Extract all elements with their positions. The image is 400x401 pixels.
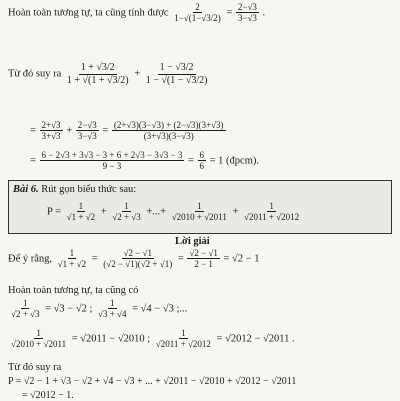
solution-title: Lời giải [175,236,210,247]
line1-lead: Hoàn toàn tương tự, ta cũng tính được [8,7,169,19]
exercise-term-3: $\frac{1}{√2010 + √2011}$ [171,201,227,223]
text-line-11: = √2012 − 1. [22,390,74,401]
line5-fraction-2: $\frac{√2 - √1}{(√2 - √1)(√2 + √1)}$ [103,248,173,270]
line5-fraction-1: $\frac{1}{√1 + √2}$ [57,248,87,270]
line8-fraction-1: $\frac{1}{√2010 + √2011}$ [11,328,67,350]
line7-fraction-2: $\frac{1}{√3 + √4}$ [98,298,127,320]
text-line-5: Để ý rằng, $\frac{1}{√1 + √2}$ = $\frac{√2 - √1}{(√2 - √1)(√2 + √1)}$ = $\frac{√2 - √1}{2 - 1}$ = √2 − 1 [8,248,260,270]
text-line-9: Từ đó suy ra [8,362,62,373]
exercise-term-2: $\frac{1}{√2 + √3}$ [112,201,141,223]
text-line-1: Hoàn toàn tương tự, ta cũng tính được $\frac{2}{1-√(1-√3/2)}$ = $\frac{2-√3}{3-√3}$ . [8,2,266,24]
line1-fraction-2: $\frac{2-√3}{3-√3}$ [237,2,257,24]
text-line-7: $\frac{1}{√2 + √3}$ = √3 − √2 ; $\frac{1}{√3 + √4}$ = √4 − √3 ;... [11,298,188,320]
line3-fraction-2: $\frac{2-√3}{3-√3}$ [77,120,97,142]
text-line-6: Hoàn toàn tương tự, ta cũng có [8,285,139,296]
exercise-box [8,180,392,234]
line2-fraction-2: $\frac{1 - √3/2}{1 - √(1 - √3/2)}$ [145,62,208,86]
exercise-expression: P = $\frac{1}{√1 + √2}$ + $\frac{1}{√2 + √3}$ +...+ $\frac{1}{√2010 + √2011}$ + $\frac{1}{√2011 + √2012}$ [47,201,300,223]
line2-lead: Từ đó suy ra [8,68,62,80]
text-line-2: Từ đó suy ra $\frac{1 + √3/2}{1 + √(1 + √3/2)}$ + $\frac{1 - √3/2}{1 - √(1 - √3/2)}$ [8,62,208,86]
line3-fraction-1: $\frac{2+√3}{3+√3}$ [41,120,61,142]
line2-fraction-1: $\frac{1 + √3/2}{1 + √(1 + √3/2)}$ [66,62,129,86]
exercise-term-4: $\frac{1}{√2011 + √2012}$ [244,201,300,223]
exercise-heading [13,184,136,196]
line4-fraction-2: $\frac{6}{6}$ [199,150,205,172]
line4-fraction-1: $\frac{6 - 2√3 + 3√3 - 3 + 6 + 2√3 - 3√3 - 3}{9 - 3}$ [41,150,183,172]
text-line-10: P = √2 − 1 + √3 − √2 + √4 − √3 + ... + √2011 − √2010 + √2012 − √2011 [8,376,297,387]
text-line-3: = $\frac{2+√3}{3+√3}$ + $\frac{2-√3}{3-√3}$ = $\frac{(2+√3)(3-√3) + (2-√3)(3+√3)}{(3+√3)(3-√3)}$ [30,120,224,142]
exercise-text: Rút gọn biểu thức sau: [41,184,137,195]
exercise-term-1: $\frac{1}{√1 + √2}$ [66,201,96,223]
line3-fraction-3: $\frac{(2+√3)(3-√3) + (2-√3)(3+√3)}{(3+√3)(3-√3)}$ [113,120,224,142]
line5-fraction-3: $\frac{√2 - √1}{2 - 1}$ [189,248,218,270]
line8-fraction-2: $\frac{1}{√2011 + √2012}$ [155,328,211,350]
line1-fraction-1: $\frac{2}{1-√(1-√3/2)}$ [174,2,221,24]
text-line-8: $\frac{1}{√2010 + √2011}$ = √2011 − √2010 ; $\frac{1}{√2011 + √2012}$ = √2012 − √2011 . [11,328,295,350]
text-line-4: = $\frac{6 - 2√3 + 3√3 - 3 + 6 + 2√3 - 3√3 - 3}{9 - 3}$ = $\frac{6}{6}$ = 1 (đpcm). [30,150,260,172]
exercise-label: Bài 6. [13,184,39,195]
line7-fraction-1: $\frac{1}{√2 + √3}$ [11,298,40,320]
